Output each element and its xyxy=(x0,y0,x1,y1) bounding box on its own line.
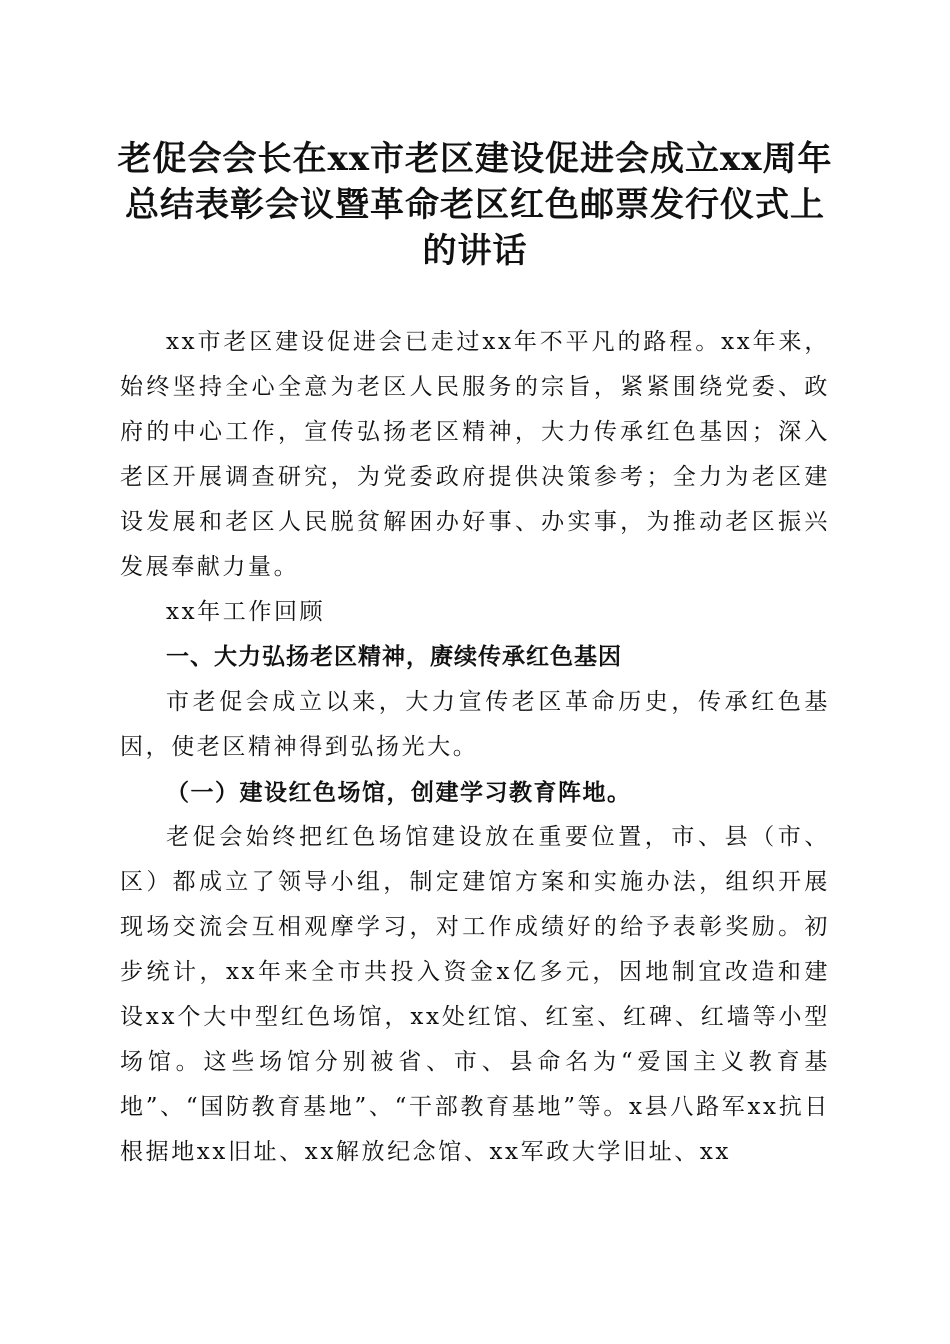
document-body xyxy=(120,320,830,1175)
subsection-heading-1: （一）建设红色场馆，创建学习教育阵地。 xyxy=(166,779,632,806)
section-label: xx年工作回顾 xyxy=(166,599,326,625)
section-heading-1: 一、大力弘扬老区精神，赓续传承红色基因 xyxy=(166,644,622,670)
intro-paragraph: xx市老区建设促进会已走过xx年不平凡的路程。xx年来，始终坚持全心全意为老区人民服务的宗旨，紧紧围绕党委、政府的中心工作，宣传弘扬老区精神，大力传承红色基因；深入老区开展调查研究，为党委政府提供决策参考；全力为老区建设发展和老区人民脱贫解困办好事、办实事，为推动老区振兴发展奉献力量。 xyxy=(120,329,830,580)
document-title: 老促会会长在xx市老区建设促进会成立xx周年总结表彰会议暨革命老区红色邮票发行仪式上的讲话 xyxy=(117,139,833,271)
subsection-1-paragraph: 老促会始终把红色场馆建设放在重要位置，市、县（市、区）都成立了领导小组，制定建馆方案和实施办法，组织开展现场交流会互相观摩学习，对工作成绩好的给予表彰奖励。初步统计，xx年来全市共投入资金x亿多元，因地制宜改造和建设xx个大中型红色场馆，xx处红馆、红室、红碑、红墙等小型场馆。这些场馆分别被省、市、县命名为“爱国主义教育基地”、“国防教育基地”、“干部教育基地”等。x县八路军xx抗日根据地xx旧址、xx解放纪念馆、xx军政大学旧址、xx xyxy=(120,824,830,1165)
section-1-paragraph: 市老促会成立以来，大力宣传老区革命历史，传承红色基因，使老区精神得到弘扬光大。 xyxy=(120,689,830,760)
